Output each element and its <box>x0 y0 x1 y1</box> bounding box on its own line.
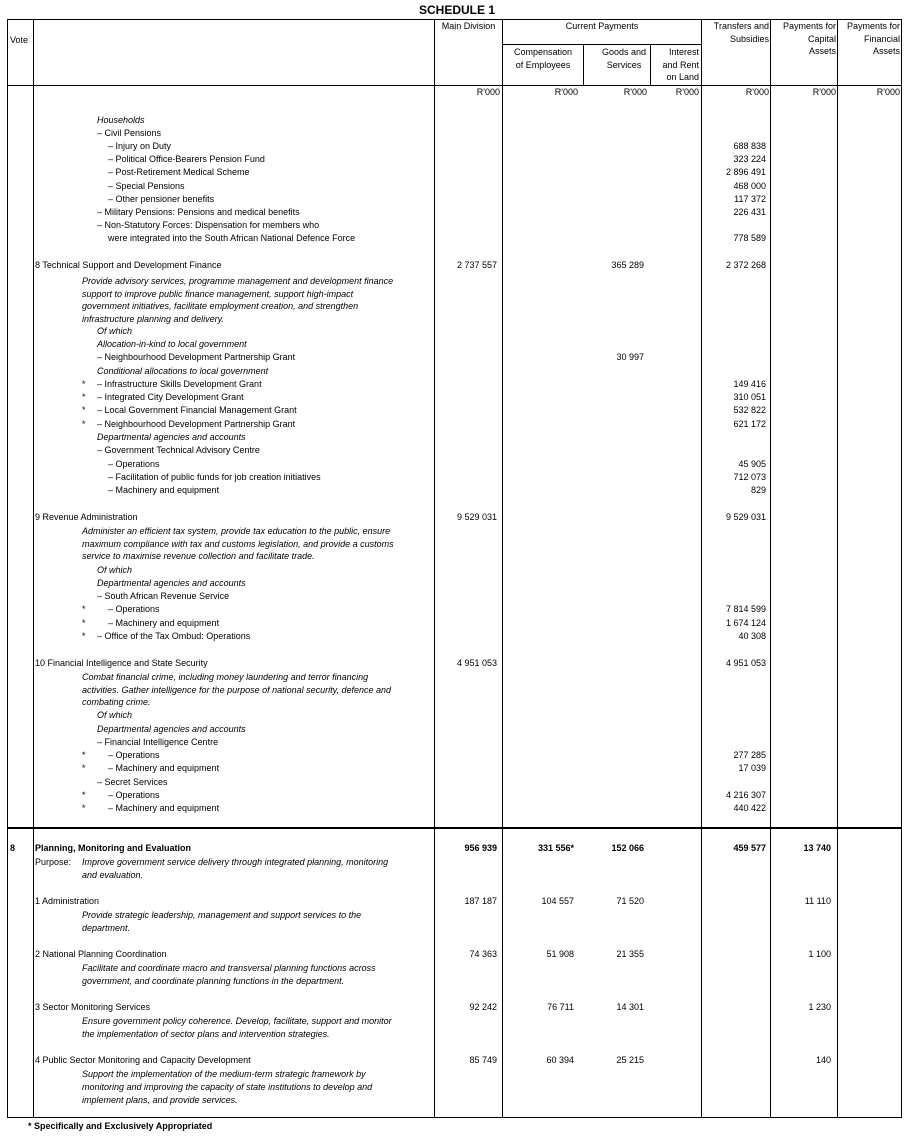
unit-transfers: R'000 <box>745 87 769 97</box>
value-transfers: 778 589 <box>733 233 766 243</box>
value-capital: 1 230 <box>808 1002 831 1012</box>
table-row <box>0 206 914 219</box>
value-goods: 30 997 <box>616 352 644 362</box>
table-row <box>0 1094 914 1107</box>
header-current-payments: Current Payments <box>565 21 639 31</box>
table-row <box>0 232 914 245</box>
table-row <box>0 1054 914 1067</box>
row-description: Departmental agencies and accounts <box>97 578 246 588</box>
value-comp: 51 908 <box>546 949 574 959</box>
row-description: government initiatives, facilitate employment creation, and strengthen <box>82 301 359 311</box>
table-row <box>0 259 914 272</box>
table-row <box>0 590 914 603</box>
row-description: department. <box>82 923 131 933</box>
value-transfers: 226 431 <box>733 207 766 217</box>
value-goods: 71 520 <box>616 896 644 906</box>
value-transfers: 459 577 <box>733 843 766 853</box>
footnote: * Specifically and Exclusively Appropriated <box>28 1121 213 1131</box>
table-row <box>0 193 914 206</box>
table-row <box>0 484 914 497</box>
row-description: – Secret Services <box>97 777 168 787</box>
row-description: Ensure government policy coherence. Develop, facilitate, support and monitor <box>82 1016 392 1026</box>
value-transfers: 117 372 <box>734 194 766 204</box>
row-description: – Office of the Tax Ombud: Operations <box>97 631 251 641</box>
value-transfers: 9 529 031 <box>725 512 766 522</box>
table-row <box>0 140 914 153</box>
table-row <box>0 856 914 869</box>
unit-capital: R'000 <box>812 87 836 97</box>
value-transfers: 2 372 268 <box>725 260 766 270</box>
table-row <box>0 153 914 166</box>
row-description: – Operations <box>108 604 160 614</box>
value-transfers: 532 822 <box>733 405 766 415</box>
header-capital-line2: Capital <box>807 33 836 44</box>
row-description: Improve government service delivery through integrated planning, monitoring <box>82 857 389 867</box>
table-row <box>0 762 914 775</box>
row-description: Households <box>97 115 145 125</box>
value-comp: 104 557 <box>541 896 574 906</box>
row-description: – Injury on Duty <box>108 141 172 151</box>
header-main-division: Main Division <box>441 21 496 31</box>
schedule-title: SCHEDULE 1 <box>418 3 495 17</box>
header-capital-line3: Assets <box>808 46 836 56</box>
table-row <box>0 948 914 961</box>
table-row <box>0 603 914 616</box>
row-description: service to maximise revenue collection and facilitate trade. <box>82 551 315 561</box>
value-capital: 11 110 <box>804 896 831 906</box>
row-description: – Political Office-Bearers Pension Fund <box>108 154 265 164</box>
row-description: Of which <box>97 565 133 575</box>
value-goods: 25 215 <box>616 1055 644 1065</box>
appropriation-marker: * <box>82 803 86 813</box>
value-capital: 140 <box>815 1055 831 1065</box>
appropriation-marker: * <box>82 790 86 800</box>
appropriation-marker: * <box>82 631 86 641</box>
appropriation-marker: * <box>82 750 86 760</box>
table-row <box>0 577 914 590</box>
table-row <box>0 1001 914 1014</box>
row-description: 3 Sector Monitoring Services <box>35 1002 151 1012</box>
row-description: support to improve public finance management, support high-impact <box>82 289 354 299</box>
row-description: 4 Public Sector Monitoring and Capacity Development <box>35 1055 251 1065</box>
header-goods-line1: Goods and <box>601 47 647 57</box>
row-description: – South African Revenue Service <box>97 591 230 601</box>
value-transfers: 17 039 <box>738 763 766 773</box>
table-row <box>0 709 914 722</box>
table-row <box>0 630 914 643</box>
value-transfers: 1 674 124 <box>725 618 766 628</box>
value-transfers: 468 000 <box>733 181 766 191</box>
value-comp: 76 711 <box>547 1002 574 1012</box>
row-description: were integrated into the South African National Defence Force <box>108 233 356 243</box>
row-description: Departmental agencies and accounts <box>97 432 246 442</box>
table-row <box>0 776 914 789</box>
value-capital: 1 100 <box>808 949 831 959</box>
header-transfers <box>702 20 769 45</box>
table-row <box>0 444 914 457</box>
table-row <box>0 657 914 670</box>
unit-compensation: R'000 <box>554 87 578 97</box>
row-description: Combat financial crime, including money laundering and terror financing <box>82 672 369 682</box>
value-comp: 60 394 <box>546 1055 574 1065</box>
row-description: and evaluation. <box>82 870 144 880</box>
header-compensation <box>503 46 583 71</box>
header-financial-line3: Assets <box>872 46 900 56</box>
value-transfers: 2 896 491 <box>725 167 766 177</box>
row-description: 1 Administration <box>35 896 100 906</box>
row-description: – Non-Statutory Forces: Dispensation for members who <box>97 220 320 230</box>
table-row <box>0 1068 914 1081</box>
row-description: combating crime. <box>82 697 151 707</box>
row-description: – Operations <box>108 459 160 469</box>
table-row <box>0 378 914 391</box>
table-row <box>0 219 914 232</box>
value-main: 9 529 031 <box>456 512 497 522</box>
table-row <box>0 127 914 140</box>
table-row <box>0 300 914 313</box>
row-description: maximum compliance with tax and customs legislation, and provide a customs <box>82 539 394 549</box>
row-description: – Machinery and equipment <box>108 803 220 813</box>
row-description: Of which <box>97 710 133 720</box>
row-description: – Special Pensions <box>108 181 185 191</box>
unit-financial: R'000 <box>876 87 900 97</box>
value-transfers: 149 416 <box>733 379 766 389</box>
table-row <box>0 338 914 351</box>
value-transfers: 7 814 599 <box>725 604 766 614</box>
row-description: implement plans, and provide services. <box>82 1095 238 1105</box>
row-description: 8 Technical Support and Development Finance <box>35 260 222 270</box>
table-row <box>0 325 914 338</box>
row-description: monitoring and improving the capacity of state institutions to develop and <box>82 1082 373 1092</box>
value-transfers: 45 905 <box>738 459 766 469</box>
row-description: Of which <box>97 326 133 336</box>
value-main: 187 187 <box>464 896 497 906</box>
row-description: Allocation-in-kind to local government <box>97 339 247 349</box>
value-comp: 331 556* <box>537 843 574 853</box>
row-description: – Financial Intelligence Centre <box>97 737 219 747</box>
row-description: activities. Gather intelligence for the purpose of national security, defence and <box>82 685 392 695</box>
value-transfers: 440 422 <box>733 803 766 813</box>
value-transfers: 4 216 307 <box>725 790 766 800</box>
table-row <box>0 869 914 882</box>
table-row <box>0 365 914 378</box>
table-row <box>0 431 914 444</box>
value-transfers: 712 073 <box>733 472 766 482</box>
row-description: – Integrated City Development Grant <box>97 392 244 402</box>
row-description: – Operations <box>108 790 160 800</box>
unit-main-division: R'000 <box>476 87 500 97</box>
row-description: – Civil Pensions <box>97 128 162 138</box>
value-transfers: 323 224 <box>733 154 766 164</box>
table-row <box>0 909 914 922</box>
table-row <box>0 458 914 471</box>
row-description: – Facilitation of public funds for job creation initiatives <box>108 472 321 482</box>
appropriation-marker: * <box>82 379 86 389</box>
value-transfers: 829 <box>750 485 766 495</box>
row-description: – Government Technical Advisory Centre <box>97 445 260 455</box>
table-row <box>0 525 914 538</box>
table-row <box>0 275 914 288</box>
table-row <box>0 1028 914 1041</box>
header-vote: Vote <box>10 35 29 45</box>
row-description: – Operations <box>108 750 160 760</box>
row-description: infrastructure planning and delivery. <box>82 314 224 324</box>
vote-number: 8 <box>10 843 16 853</box>
row-description: Facilitate and coordinate macro and transversal planning functions across <box>82 963 376 973</box>
table-row <box>0 696 914 709</box>
table-row <box>0 180 914 193</box>
table-row <box>0 922 914 935</box>
value-goods: 14 301 <box>616 1002 644 1012</box>
row-description: – Machinery and equipment <box>108 763 220 773</box>
table-row <box>0 511 914 524</box>
table-row <box>0 166 914 179</box>
table-row <box>0 617 914 630</box>
row-description: Support the implementation of the medium-term strategic framework by <box>82 1069 366 1079</box>
unit-goods: R'000 <box>623 87 647 97</box>
appropriation-marker: * <box>82 763 86 773</box>
value-goods: 365 289 <box>611 260 644 270</box>
table-row <box>0 975 914 988</box>
table-row <box>0 418 914 431</box>
table-row <box>0 895 914 908</box>
value-main: 2 737 557 <box>456 260 497 270</box>
row-description: – Machinery and equipment <box>108 485 220 495</box>
value-transfers: 688 838 <box>733 141 766 151</box>
value-transfers: 4 951 053 <box>725 658 766 668</box>
row-description: – Machinery and equipment <box>108 618 220 628</box>
header-financial-assets <box>838 20 900 58</box>
table-row <box>0 1081 914 1094</box>
header-interest-rent <box>651 46 699 84</box>
value-goods: 21 355 <box>616 949 644 959</box>
table-row <box>0 736 914 749</box>
row-description: Departmental agencies and accounts <box>97 724 246 734</box>
value-goods: 152 066 <box>611 843 644 853</box>
row-description: 10 Financial Intelligence and State Security <box>35 658 208 668</box>
table-row <box>0 471 914 484</box>
row-description: Planning, Monitoring and Evaluation <box>35 843 191 853</box>
table-row <box>0 564 914 577</box>
row-description: – Infrastructure Skills Development Grant <box>97 379 262 389</box>
table-row <box>0 550 914 563</box>
row-label: Purpose: <box>35 857 72 867</box>
header-capital-assets <box>771 20 836 58</box>
appropriation-marker: * <box>82 604 86 614</box>
value-transfers: 621 172 <box>733 419 766 429</box>
row-description: Provide advisory services, programme management and development finance <box>82 276 394 286</box>
header-compensation-line1: Compensation <box>513 47 573 57</box>
row-description: government, and coordinate planning functions in the department. <box>82 976 345 986</box>
value-main: 92 242 <box>469 1002 497 1012</box>
header-capital-line1: Payments for <box>782 21 836 31</box>
row-description: Provide strategic leadership, management and support services to the <box>82 910 362 920</box>
header-transfers-line1: Transfers and <box>713 21 769 31</box>
table-row <box>0 1015 914 1028</box>
table-row <box>0 391 914 404</box>
header-interest-line2: and Rent <box>662 59 699 70</box>
header-compensation-line2: of Employees <box>515 59 571 70</box>
table-row <box>0 789 914 802</box>
table-row <box>0 962 914 975</box>
appropriation-marker: * <box>82 405 86 415</box>
appropriation-marker: * <box>82 618 86 628</box>
header-goods-line2: Services <box>606 59 642 70</box>
row-description: 9 Revenue Administration <box>35 512 138 522</box>
table-row <box>0 749 914 762</box>
table-row <box>0 351 914 364</box>
table-row <box>0 842 914 855</box>
value-main: 4 951 053 <box>456 658 497 668</box>
row-description: the implementation of sector plans and intervention strategies. <box>82 1029 330 1039</box>
value-main: 85 749 <box>469 1055 497 1065</box>
appropriation-marker: * <box>82 392 86 402</box>
row-description: – Neighbourhood Development Partnership Grant <box>97 352 296 362</box>
value-transfers: 310 051 <box>733 392 766 402</box>
header-financial-line1: Payments for <box>846 21 900 31</box>
value-main: 74 363 <box>469 949 497 959</box>
table-row <box>0 723 914 736</box>
unit-interest: R'000 <box>675 87 699 97</box>
table-row <box>0 114 914 127</box>
header-financial-line2: Financial <box>863 33 900 44</box>
row-description: – Local Government Financial Management Grant <box>97 405 297 415</box>
value-transfers: 40 308 <box>738 631 766 641</box>
row-description: – Neighbourhood Development Partnership Grant <box>97 419 296 429</box>
row-description: – Military Pensions: Pensions and medical benefits <box>97 207 300 217</box>
row-description: 2 National Planning Coordination <box>35 949 167 959</box>
row-description: Administer an efficient tax system, provide tax education to the public, ensure <box>82 526 391 536</box>
row-description: Conditional allocations to local government <box>97 366 269 376</box>
table-row <box>0 802 914 815</box>
appropriation-marker: * <box>82 419 86 429</box>
table-row <box>0 404 914 417</box>
table-row <box>0 671 914 684</box>
row-description: – Post-Retirement Medical Scheme <box>108 167 250 177</box>
header-interest-line3: on Land <box>666 72 699 82</box>
value-transfers: 277 285 <box>733 750 766 760</box>
header-transfers-line2: Subsidies <box>729 33 769 44</box>
value-capital: 13 740 <box>803 843 831 853</box>
value-main: 956 939 <box>464 843 497 853</box>
header-interest-line1: Interest <box>668 47 699 57</box>
row-description: – Other pensioner benefits <box>108 194 215 204</box>
